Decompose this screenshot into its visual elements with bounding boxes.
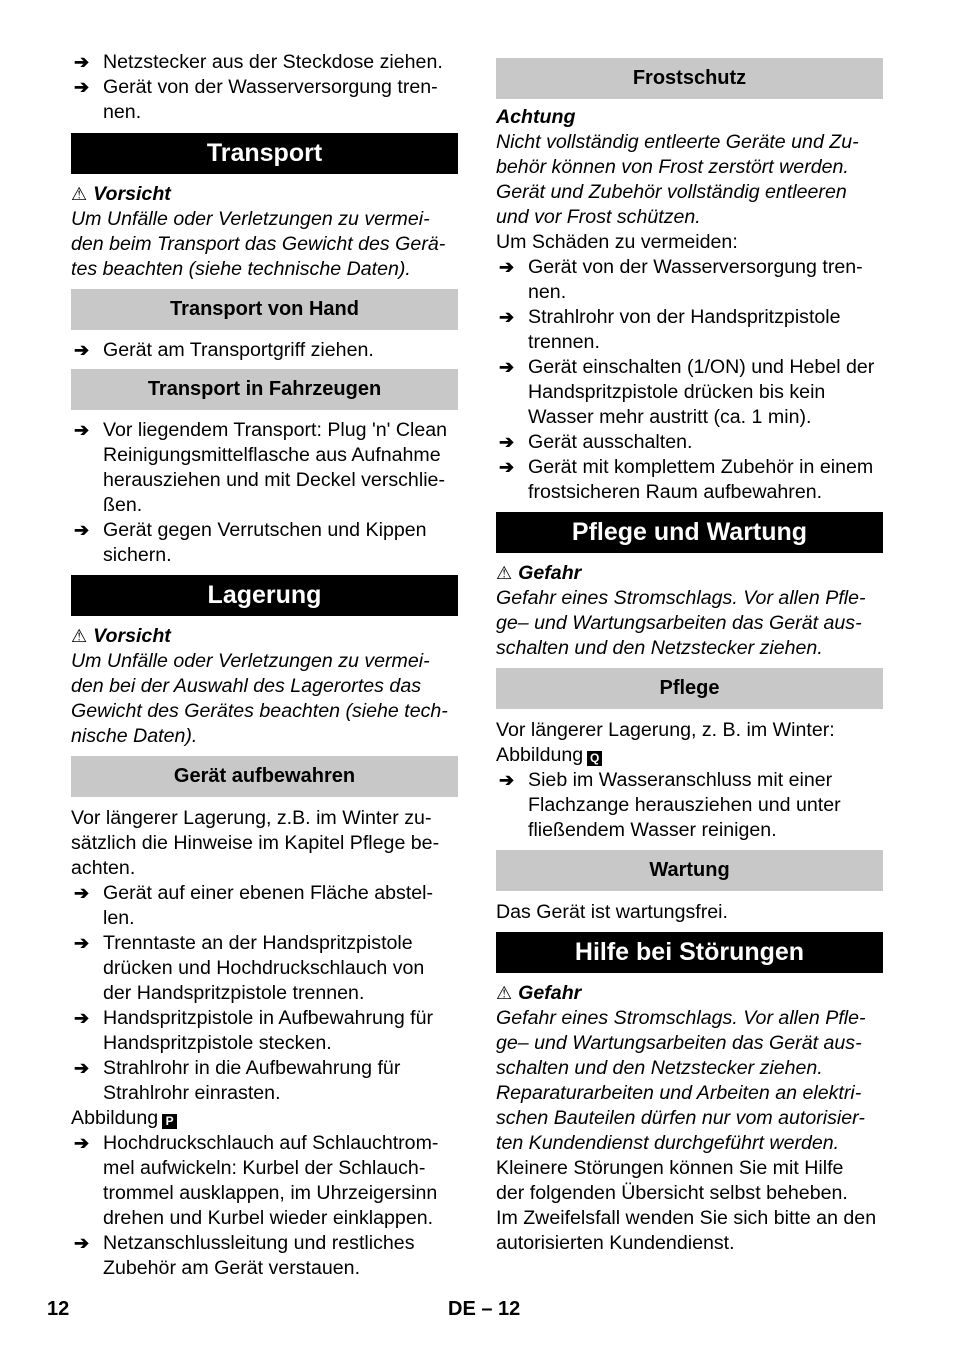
warning-icon: ⚠ — [496, 983, 513, 1003]
list-item-text: Handspritzpistole stecken. — [103, 1032, 332, 1054]
text-line: Gefahr eines Stromschlags. Vor allen Pfle- — [496, 587, 866, 609]
section-heading-care-and-maintenance: Pflege und Wartung — [496, 512, 883, 553]
subheading-transport-by-hand: Transport von Hand — [71, 289, 458, 330]
list-item-text: ßen. — [103, 494, 143, 516]
text-line: autorisierten Kundendienst. — [496, 1232, 735, 1254]
arrow-right-icon: ➔ — [74, 520, 90, 540]
list-item-text: Gerät einschalten (1/ON) und Hebel der — [528, 356, 875, 378]
text-line: achten. — [71, 857, 136, 879]
arrow-right-icon: ➔ — [499, 307, 515, 327]
paragraph — [71, 806, 458, 881]
text-line: Nicht vollständig entleerte Geräte und Zu- — [496, 131, 859, 153]
warning-block — [71, 182, 458, 282]
warning-label: ⚠ Vorsicht — [71, 183, 171, 205]
list-item-text: nen. — [528, 281, 567, 303]
text-line: ge– und Wartungsarbeiten das Gerät aus- — [496, 1032, 862, 1054]
list-item-text: Wasser mehr austritt (ca. 1 min). — [528, 406, 812, 428]
arrow-right-icon: ➔ — [74, 52, 90, 72]
list-item-text: trennen. — [528, 331, 600, 353]
right-column — [496, 50, 883, 1256]
list-item-text: Hochdruckschlauch auf Schlauchtrom- — [103, 1132, 439, 1154]
text-line: behör können von Frost zerstört werden. — [496, 156, 849, 178]
list-item-text: Strahlrohr einrasten. — [103, 1082, 281, 1104]
subheading-care: Pflege — [496, 668, 883, 709]
list-item-text: trommel ausklappen, im Uhrzeigersinn — [103, 1182, 438, 1204]
text-line: Gewicht des Gerätes beachten (siehe tech- — [71, 700, 448, 722]
figure-letter-icon: P — [162, 1114, 177, 1129]
warning-text — [496, 130, 883, 230]
list-item-text: herausziehen und mit Deckel verschlie- — [103, 469, 445, 491]
warning-block — [496, 561, 883, 661]
warning-icon: ⚠ — [71, 626, 88, 646]
list-item — [71, 518, 458, 568]
list-item-text: Gerät am Transportgriff ziehen. — [103, 339, 374, 361]
list-item — [71, 931, 458, 1006]
arrow-right-icon: ➔ — [74, 1233, 90, 1253]
section-page-number: DE – 12 — [448, 1298, 521, 1320]
arrow-right-icon: ➔ — [499, 457, 515, 477]
text-line: Um Unfälle oder Verletzungen zu vermei- — [71, 650, 430, 672]
arrow-right-icon: ➔ — [499, 432, 515, 452]
list — [71, 418, 458, 568]
list-item-text: Vor liegendem Transport: Plug 'n' Clean — [103, 419, 448, 441]
figure-letter-icon: Q — [587, 751, 602, 766]
list — [71, 1131, 458, 1281]
list-item — [71, 50, 458, 75]
text-line: schen Bauteilen dürfen nur vom autorisier- — [496, 1107, 865, 1129]
list — [496, 255, 883, 505]
list — [496, 768, 883, 843]
text-line: tes beachten (siehe technische Daten). — [71, 258, 411, 280]
warning-text — [71, 207, 458, 282]
text-line: schalten und den Netzstecker ziehen. — [496, 1057, 823, 1079]
text-line: den beim Transport das Gewicht des Gerä- — [71, 233, 446, 255]
list-item-text: mel aufwickeln: Kurbel der Schlauch- — [103, 1157, 426, 1179]
list-item — [496, 305, 883, 355]
text-line: Reparaturarbeiten und Arbeiten an elektri- — [496, 1082, 862, 1104]
list-item-text: Netzstecker aus der Steckdose ziehen. — [103, 51, 443, 73]
list-item-text: frostsicheren Raum aufbewahren. — [528, 481, 823, 503]
warning-text — [71, 649, 458, 749]
warning-icon: ⚠ — [496, 563, 513, 583]
list-item-text: Handspritzpistole drücken bis kein — [528, 381, 826, 403]
warning-block — [71, 624, 458, 749]
text-line: schalten und den Netzstecker ziehen. — [496, 637, 823, 659]
arrow-right-icon: ➔ — [74, 933, 90, 953]
list-item — [71, 338, 458, 363]
paragraph: Um Schäden zu vermeiden: — [496, 231, 738, 253]
list-item-text: Sieb im Wasseranschluss mit einer — [528, 769, 833, 791]
paragraph: Das Gerät ist wartungsfrei. — [496, 901, 728, 923]
warning-block — [496, 981, 883, 1156]
arrow-right-icon: ➔ — [74, 1058, 90, 1078]
text-line: ten Kundendienst durchgeführt werden. — [496, 1132, 840, 1154]
list-item-text: nen. — [103, 101, 142, 123]
text-line: Um Unfälle oder Verletzungen zu vermei- — [71, 208, 430, 230]
text-line: sätzlich die Hinweise im Kapitel Pflege be- — [71, 832, 440, 854]
list — [71, 881, 458, 1106]
list-item — [496, 355, 883, 430]
paragraph — [496, 1156, 883, 1256]
list-item — [496, 255, 883, 305]
text-line: Gerät und Zubehör vollständig entleeren — [496, 181, 847, 203]
list-item — [71, 1131, 458, 1231]
text-line: Vor längerer Lagerung, z.B. im Winter zu- — [71, 807, 432, 829]
list-item-text: Flachzange herausziehen und unter — [528, 794, 841, 816]
warning-icon: ⚠ — [71, 184, 88, 204]
list-item-text: Strahlrohr in die Aufbewahrung für — [103, 1057, 401, 1079]
list-item-text: Reinigungsmittelflasche aus Aufnahme — [103, 444, 441, 466]
warning-label: ⚠ Gefahr — [496, 562, 582, 584]
text-line: ge– und Wartungsarbeiten das Gerät aus- — [496, 612, 862, 634]
arrow-right-icon: ➔ — [499, 357, 515, 377]
warning-label: Achtung — [496, 106, 576, 128]
figure-reference: Abbildung Q — [496, 743, 883, 768]
list-item — [71, 418, 458, 518]
figure-reference: Abbildung P — [71, 1106, 458, 1131]
arrow-right-icon: ➔ — [74, 1133, 90, 1153]
text-line: nische Daten). — [71, 725, 198, 747]
warning-block — [496, 105, 883, 230]
warning-text — [496, 1006, 883, 1156]
list-item-text: Strahlrohr von der Handspritzpistole — [528, 306, 841, 328]
list-item-text: Zubehör am Gerät verstauen. — [103, 1257, 361, 1279]
list-item — [496, 455, 883, 505]
text-line: Kleinere Störungen können Sie mit Hilfe — [496, 1157, 844, 1179]
section-heading-troubleshooting: Hilfe bei Störungen — [496, 932, 883, 973]
subheading-maintenance: Wartung — [496, 850, 883, 891]
list-item — [496, 768, 883, 843]
arrow-right-icon: ➔ — [499, 770, 515, 790]
list-item-text: Gerät ausschalten. — [528, 431, 693, 453]
text-line: Gefahr eines Stromschlags. Vor allen Pfle- — [496, 1007, 866, 1029]
arrow-right-icon: ➔ — [74, 883, 90, 903]
list-item — [71, 881, 458, 931]
warning-text — [496, 586, 883, 661]
arrow-right-icon: ➔ — [74, 77, 90, 97]
list-item-text: len. — [103, 907, 135, 929]
subheading-store-device: Gerät aufbewahren — [71, 756, 458, 797]
list-item — [71, 1231, 458, 1281]
section-heading-transport: Transport — [71, 133, 458, 174]
subheading-frost-protection: Frostschutz — [496, 58, 883, 99]
list-item-text: der Handspritzpistole trennen. — [103, 982, 365, 1004]
arrow-right-icon: ➔ — [74, 420, 90, 440]
list — [71, 50, 458, 125]
text-line: Im Zweifelsfall wenden Sie sich bitte an den — [496, 1207, 877, 1229]
list-item-text: fließendem Wasser reinigen. — [528, 819, 777, 841]
list-item-text: sichern. — [103, 544, 172, 566]
arrow-right-icon: ➔ — [74, 340, 90, 360]
page-number: 12 — [47, 1298, 70, 1320]
list-item-text: Gerät von der Wasserversorgung tren- — [528, 256, 863, 278]
text-line: der folgenden Übersicht selbst beheben. — [496, 1182, 848, 1204]
subheading-transport-in-vehicles: Transport in Fahrzeugen — [71, 369, 458, 410]
list-item — [71, 1006, 458, 1056]
list-item — [71, 1056, 458, 1106]
arrow-right-icon: ➔ — [74, 1008, 90, 1028]
list-item-text: Gerät mit komplettem Zubehör in einem — [528, 456, 874, 478]
list-item-text: Gerät auf einer ebenen Fläche abstel- — [103, 882, 434, 904]
paragraph: Vor längerer Lagerung, z. B. im Winter: — [496, 719, 835, 741]
warning-label: ⚠ Gefahr — [496, 982, 582, 1004]
warning-label: ⚠ Vorsicht — [71, 625, 171, 647]
arrow-right-icon: ➔ — [499, 257, 515, 277]
list-item-text: Gerät gegen Verrutschen und Kippen — [103, 519, 427, 541]
text-line: den bei der Auswahl des Lagerortes das — [71, 675, 422, 697]
list-item-text: Handspritzpistole in Aufbewahrung für — [103, 1007, 434, 1029]
list-item-text: Trenntaste an der Handspritzpistole — [103, 932, 413, 954]
text-line: und vor Frost schützen. — [496, 206, 701, 228]
left-column — [71, 50, 458, 1281]
list-item — [71, 75, 458, 125]
list-item-text: drücken und Hochdruckschlauch von — [103, 957, 425, 979]
list-item-text: drehen und Kurbel wieder einklappen. — [103, 1207, 434, 1229]
list — [71, 338, 458, 363]
list-item-text: Gerät von der Wasserversorgung tren- — [103, 76, 438, 98]
section-heading-storage: Lagerung — [71, 575, 458, 616]
list-item-text: Netzanschlussleitung und restliches — [103, 1232, 415, 1254]
list-item — [496, 430, 883, 455]
